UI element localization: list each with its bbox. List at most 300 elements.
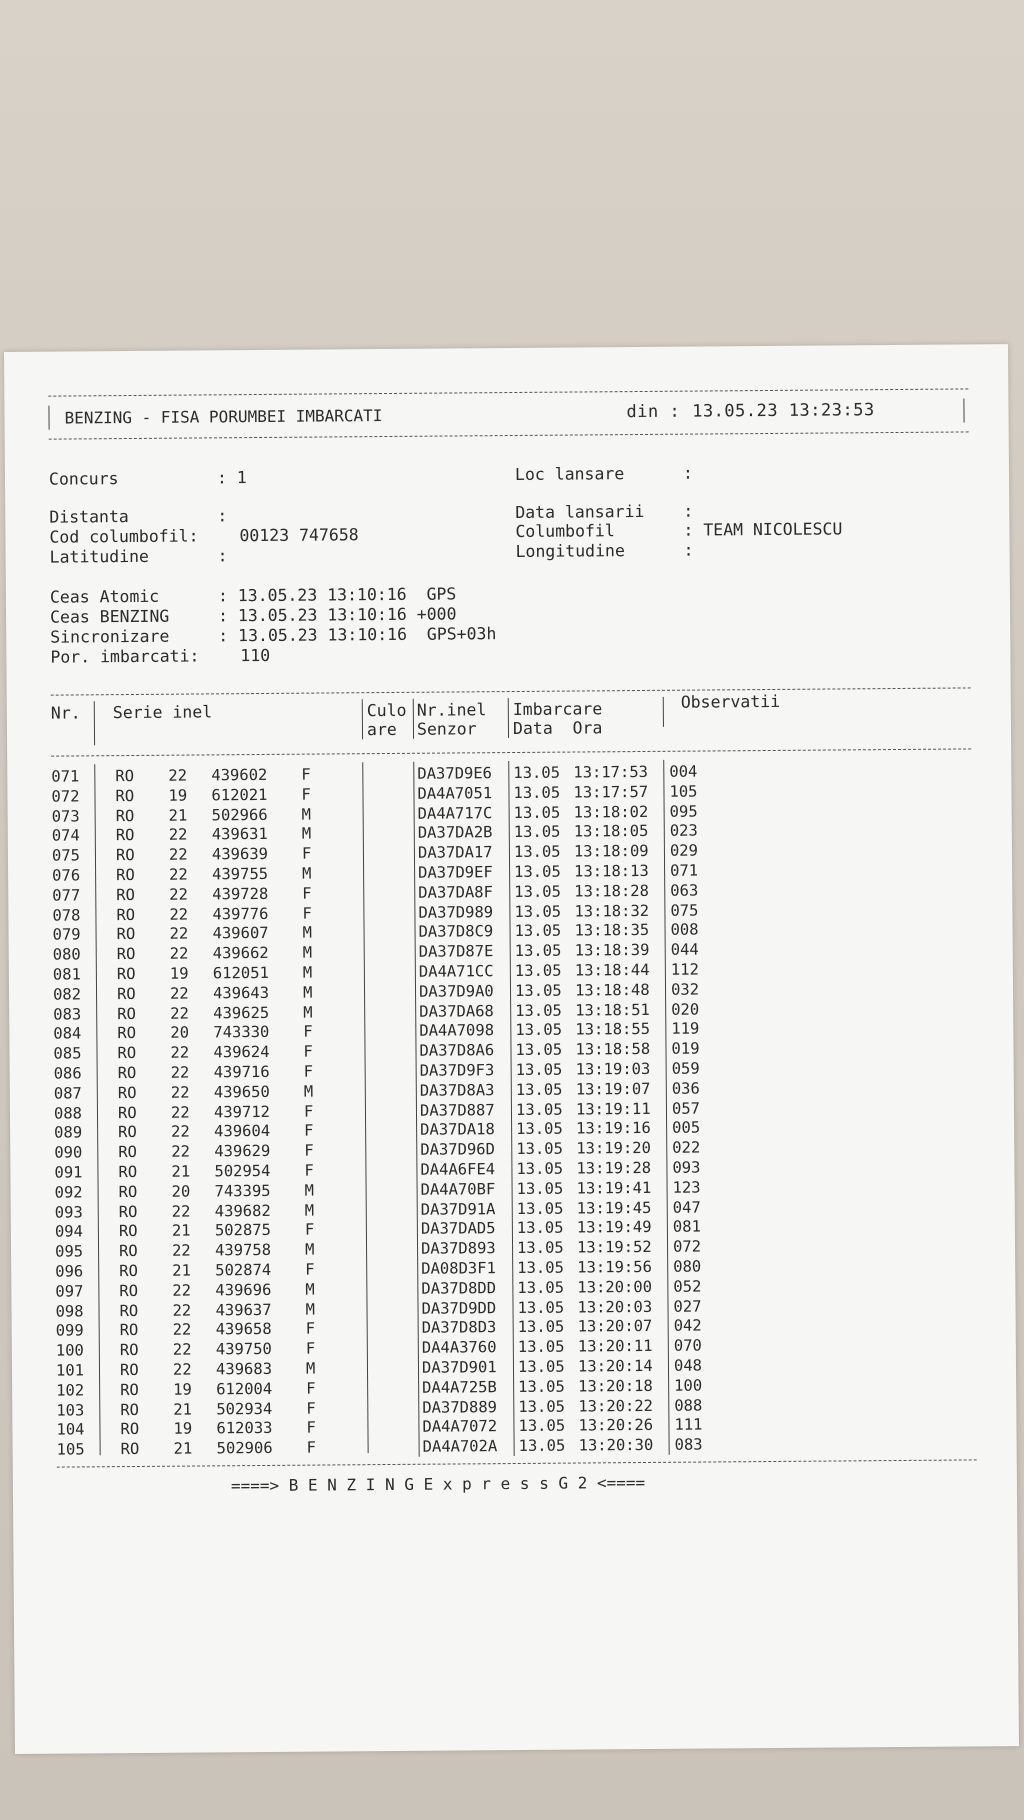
cell-data: 13.05 — [517, 1278, 565, 1297]
cell-data: 13.05 — [513, 842, 561, 862]
cell-senzor: DA37D893 — [420, 1239, 496, 1258]
cell-nr: 085 — [53, 1044, 82, 1063]
cell-senzor: DA37D91A — [420, 1199, 496, 1219]
cell-an: 22 — [171, 1122, 190, 1142]
cell-tara: RO — [116, 984, 136, 1003]
cell-inel: 502874 — [215, 1260, 272, 1280]
cell-inel: 439602 — [211, 765, 268, 785]
cell-nr: 087 — [53, 1084, 82, 1103]
cell-ora: 13:19:16 — [576, 1119, 651, 1138]
cell-senzor: DA4A6FE4 — [420, 1160, 496, 1179]
cell-sex: F — [301, 765, 311, 784]
cell-ora: 13:17:53 — [573, 762, 649, 782]
cell-data: 13.05 — [517, 1357, 565, 1376]
cell-senzor: DA37D901 — [421, 1358, 497, 1377]
cell-inel: 502934 — [216, 1399, 273, 1418]
cell-inel: 743395 — [214, 1181, 271, 1201]
cell-tara: RO — [117, 1044, 137, 1063]
cell-nr: 101 — [55, 1361, 85, 1380]
cell-ora: 13:20:00 — [577, 1277, 653, 1297]
cell-senzor: DA4A71CC — [418, 962, 494, 981]
cell-data: 13.05 — [514, 961, 562, 981]
cell-data: 13.05 — [516, 1139, 564, 1159]
cell-data: 13.05 — [513, 823, 561, 842]
sincronizare-value: : 13.05.23 13:10:16 GPS+03h — [218, 624, 497, 646]
cell-senzor: DA4A717C — [417, 803, 493, 823]
distanta-value: : — [217, 506, 228, 526]
cell-ora: 13:18:28 — [574, 881, 649, 901]
cell-data: 13.05 — [513, 763, 561, 783]
cell-nr: 097 — [55, 1282, 84, 1301]
cell-data: 13.05 — [514, 882, 561, 901]
cell-inel: 612021 — [211, 785, 268, 805]
cell-sex: M — [305, 1359, 316, 1378]
cell-obs: 072 — [672, 1237, 702, 1256]
cell-senzor: DA37D889 — [422, 1397, 498, 1417]
cell-nr: 071 — [51, 767, 80, 786]
cell-ora: 13:19:45 — [576, 1198, 652, 1218]
cell-nr: 082 — [52, 985, 82, 1004]
cell-sex: M — [301, 824, 312, 844]
cell-obs: 083 — [674, 1435, 703, 1454]
cell-ora: 13:19:28 — [576, 1158, 652, 1178]
cell-tara: RO — [118, 1182, 138, 1201]
cell-an: 22 — [169, 984, 189, 1003]
cell-sex: M — [303, 1003, 313, 1022]
cell-obs: 105 — [669, 782, 698, 801]
cell-tara: RO — [118, 1143, 138, 1162]
latitudine-value: : — [217, 546, 228, 566]
cell-inel: 439758 — [214, 1241, 272, 1260]
cell-obs: 052 — [673, 1277, 702, 1296]
cell-senzor: DA37D9F3 — [419, 1061, 495, 1080]
columbofil-row — [515, 519, 842, 542]
cell-sex: F — [302, 904, 312, 923]
cell-ora: 13:19:20 — [576, 1139, 651, 1158]
cell-obs: 004 — [669, 762, 698, 781]
cell-senzor: DA4A70BF — [420, 1179, 496, 1199]
cell-nr: 089 — [54, 1123, 83, 1143]
cell-an: 22 — [168, 766, 188, 785]
cell-sex: M — [304, 1240, 315, 1259]
cell-data: 13.05 — [516, 1199, 564, 1218]
cell-an: 22 — [172, 1301, 192, 1320]
data-lansarii-row — [515, 502, 693, 523]
cell-data: 13.05 — [517, 1318, 565, 1337]
cell-data: 13.05 — [515, 1001, 562, 1020]
cell-an: 22 — [168, 845, 188, 864]
cell-sex: F — [303, 1062, 314, 1081]
loc-lansare-label: Loc lansare — [514, 464, 625, 484]
cell-sex: F — [303, 1022, 313, 1042]
cell-an: 21 — [173, 1400, 193, 1419]
cell-obs: 005 — [672, 1118, 701, 1138]
cell-senzor: DA4A702A — [422, 1437, 498, 1456]
cell-inel: 439755 — [212, 864, 269, 884]
cell-obs: 029 — [669, 841, 699, 860]
cell-tara: RO — [118, 1242, 138, 1261]
cell-senzor: DA37D8DD — [421, 1278, 497, 1298]
ceas-atomic-label: Ceas Atomic — [49, 586, 160, 607]
cell-senzor: DA37DAD5 — [420, 1219, 496, 1239]
cell-senzor: DA37DA68 — [419, 1001, 494, 1021]
cell-sex: M — [304, 1181, 315, 1200]
concurs-value: : 1 — [216, 468, 247, 488]
cell-senzor: DA37DA17 — [417, 843, 493, 862]
cell-ora: 13:17:57 — [573, 782, 649, 802]
cell-ora: 13:19:41 — [576, 1178, 652, 1198]
cell-senzor: DA37DA8F — [418, 882, 493, 902]
cell-senzor: DA4A725B — [422, 1377, 497, 1397]
cell-ora: 13:20:03 — [577, 1297, 653, 1317]
cell-nr: 090 — [54, 1143, 83, 1162]
cell-sex: F — [304, 1220, 315, 1240]
cell-nr: 080 — [52, 945, 81, 964]
cell-an: 21 — [171, 1221, 191, 1241]
cell-senzor: DA37D8D3 — [421, 1318, 497, 1338]
cell-senzor: DA4A7098 — [419, 1021, 495, 1041]
cell-senzor: DA37D87E — [418, 942, 494, 961]
cell-obs: 100 — [674, 1376, 703, 1395]
ceas-benzing-value: : 13.05.23 13:10:16 +000 — [218, 604, 457, 626]
cell-nr: 083 — [53, 1005, 82, 1024]
cell-obs: 057 — [671, 1099, 701, 1118]
columbofil-value: : TEAM NICOLESCU — [683, 519, 843, 540]
cell-an: 22 — [171, 1202, 191, 1221]
loc-lansare-row — [515, 464, 693, 485]
cell-nr: 084 — [53, 1024, 82, 1044]
header-left-border — [48, 406, 49, 430]
cell-nr: 074 — [51, 826, 80, 846]
cell-tara: RO — [120, 1400, 140, 1419]
cell-tara: RO — [115, 826, 135, 845]
cell-inel: 502966 — [211, 805, 268, 824]
col-observatii: Observatii — [680, 691, 781, 712]
col-culoare — [367, 701, 407, 739]
col-imbarcare-line2: Data Ora — [512, 718, 603, 739]
cell-sex: M — [305, 1300, 315, 1319]
cell-inel: 439631 — [211, 825, 268, 844]
cell-nr: 076 — [52, 866, 81, 885]
col-imbarcare — [513, 699, 603, 738]
cell-obs: 036 — [671, 1079, 700, 1098]
cell-sex: F — [304, 1121, 314, 1141]
cell-an: 22 — [169, 905, 189, 924]
cell-data: 13.05 — [516, 1159, 564, 1179]
cell-tara: RO — [120, 1440, 140, 1459]
cell-nr: 091 — [54, 1163, 83, 1182]
data-lansarii-label: Data lansarii — [515, 501, 645, 522]
cell-ora: 13:18:35 — [574, 921, 650, 940]
cell-obs: 047 — [672, 1198, 701, 1217]
cell-tara: RO — [116, 865, 135, 885]
cell-senzor: DA37D9E6 — [417, 764, 493, 783]
cell-inel: 439776 — [212, 904, 269, 923]
cell-tara: RO — [118, 1162, 138, 1182]
concurs-row — [49, 468, 247, 490]
cell-tara: RO — [118, 1222, 138, 1241]
cell-tara: RO — [117, 1063, 137, 1083]
cell-an: 22 — [170, 1004, 189, 1023]
cell-tara: RO — [119, 1281, 139, 1300]
cell-ora: 13:18:09 — [573, 842, 649, 861]
cell-sex: F — [305, 1260, 315, 1279]
cell-data: 13.05 — [514, 981, 562, 1000]
cell-ora: 13:20:11 — [577, 1337, 653, 1356]
cell-ora: 13:18:39 — [574, 941, 650, 960]
cell-tara: RO — [115, 786, 135, 805]
cell-data: 13.05 — [516, 1219, 564, 1238]
cell-obs: 070 — [673, 1336, 702, 1355]
cell-an: 22 — [168, 825, 188, 845]
cell-nr: 081 — [52, 965, 81, 984]
cell-an: 21 — [171, 1162, 191, 1181]
cell-sex: M — [303, 1082, 314, 1101]
cell-inel: 439716 — [213, 1062, 270, 1082]
cell-nr: 095 — [54, 1242, 84, 1261]
cod-columbofil-row — [49, 525, 358, 547]
cell-data: 13.05 — [518, 1417, 566, 1436]
cell-data: 13.05 — [514, 922, 562, 941]
cod-columbofil-label: Cod columbofil: — [49, 526, 199, 547]
cell-nr: 105 — [56, 1440, 85, 1459]
cell-tara: RO — [115, 846, 135, 865]
cell-inel: 439625 — [213, 1003, 270, 1022]
cell-nr: 094 — [54, 1222, 83, 1242]
col-divider — [362, 699, 363, 739]
cell-tara: RO — [118, 1123, 137, 1142]
cell-nr: 092 — [54, 1183, 83, 1202]
cell-an: 22 — [170, 1103, 190, 1122]
cell-sex: F — [306, 1379, 316, 1398]
cell-obs: 027 — [673, 1297, 702, 1316]
report-title: BENZING - FISA PORUMBEI IMBARCATI — [64, 406, 383, 428]
cell-obs: 093 — [672, 1158, 701, 1177]
data-lansarii-value: : — [683, 501, 694, 521]
cell-senzor: DA08D3F1 — [421, 1259, 496, 1278]
cell-inel: 439712 — [213, 1102, 271, 1121]
cell-senzor: DA37D887 — [419, 1100, 495, 1120]
cell-ora: 13:20:26 — [578, 1416, 654, 1435]
cell-sex: F — [305, 1339, 316, 1358]
race-info — [49, 432, 971, 694]
cell-tara: RO — [119, 1261, 138, 1281]
print-date-label: din : — [626, 401, 681, 423]
cell-data: 13.05 — [514, 862, 561, 882]
longitudine-row — [516, 541, 694, 562]
cell-an: 19 — [168, 786, 188, 805]
cell-data: 13.05 — [516, 1179, 564, 1198]
cell-an: 22 — [171, 1241, 191, 1260]
cell-obs: 075 — [670, 901, 699, 920]
cell-ora: 13:18:48 — [574, 980, 650, 1000]
cell-ora: 13:18:51 — [575, 1000, 650, 1020]
distanta-label: Distanta — [49, 507, 129, 527]
cell-inel: 439639 — [211, 845, 269, 864]
cell-an: 21 — [172, 1261, 191, 1280]
cell-obs: 081 — [672, 1217, 701, 1237]
cell-data: 13.05 — [518, 1397, 566, 1416]
cell-sex: F — [301, 844, 312, 863]
cell-senzor: DA37DA18 — [420, 1120, 495, 1140]
cell-an: 22 — [171, 1142, 191, 1161]
report-header — [48, 389, 968, 438]
cell-obs: 063 — [670, 881, 699, 900]
cell-tara: RO — [117, 1103, 137, 1122]
cell-ora: 13:20:14 — [577, 1356, 653, 1376]
cod-columbofil-value: 00123 747658 — [239, 525, 359, 546]
longitudine-value: : — [683, 540, 694, 560]
cell-obs: 059 — [671, 1059, 700, 1078]
cell-sex: M — [302, 983, 313, 1002]
cell-ora: 13:19:56 — [577, 1257, 652, 1277]
cell-tara: RO — [116, 905, 136, 924]
cell-obs: 048 — [673, 1356, 703, 1375]
concurs-label: Concurs — [48, 469, 119, 489]
cell-tara: RO — [117, 1083, 137, 1102]
por-imbarcati-row — [50, 646, 270, 668]
cell-an: 20 — [171, 1182, 191, 1201]
cell-ora: 13:20:22 — [578, 1396, 654, 1416]
cell-sex: F — [303, 1102, 314, 1121]
cell-sex: F — [301, 785, 311, 804]
cell-an: 22 — [172, 1281, 192, 1300]
cell-sex: M — [301, 805, 312, 824]
cell-an: 19 — [169, 964, 189, 983]
cell-tara: RO — [119, 1301, 139, 1320]
cell-tara: RO — [115, 806, 135, 825]
cell-an: 22 — [169, 885, 189, 904]
print-date-value: 13.05.23 13:23:53 — [692, 400, 875, 422]
print-date — [626, 400, 874, 422]
cell-ora: 13:18:55 — [575, 1020, 651, 1039]
cell-obs: 080 — [673, 1257, 702, 1276]
cell-obs: 111 — [674, 1415, 703, 1435]
cell-senzor: DA37D989 — [418, 902, 494, 922]
col-culoare-line1: Culo — [366, 700, 407, 721]
cell-inel: 439624 — [213, 1043, 270, 1062]
cell-ora: 13:19:49 — [576, 1218, 652, 1237]
cell-senzor: DA37D8A6 — [419, 1041, 495, 1060]
cell-obs: 022 — [672, 1138, 701, 1157]
cell-nr: 102 — [56, 1381, 85, 1400]
cell-senzor: DA37D9DD — [421, 1298, 497, 1318]
cell-senzor: DA4A7051 — [417, 783, 493, 803]
cell-tara: RO — [116, 885, 136, 904]
cell-sex: F — [306, 1418, 316, 1438]
cell-sex: M — [302, 963, 313, 982]
cell-inel: 439650 — [213, 1082, 270, 1102]
cell-ora: 13:19:52 — [576, 1238, 652, 1257]
cell-nr: 072 — [51, 787, 80, 806]
cell-data: 13.05 — [516, 1238, 564, 1258]
ceas-benzing-label: Ceas BENZING — [50, 606, 170, 627]
cell-ora: 13:18:32 — [574, 901, 650, 921]
col-divider — [663, 697, 664, 727]
cell-data: 13.05 — [518, 1436, 566, 1456]
cell-ora: 13:18:02 — [573, 802, 649, 822]
cell-nr: 075 — [51, 846, 81, 865]
document — [48, 388, 977, 1507]
cell-senzor: DA37D8C9 — [418, 922, 494, 942]
cell-sex: M — [302, 864, 312, 883]
cell-data: 13.05 — [514, 902, 562, 921]
col-nr: Nr. — [50, 703, 81, 723]
printed-sheet — [4, 344, 1019, 1754]
cell-data: 13.05 — [515, 1100, 563, 1119]
cell-sex: F — [306, 1399, 316, 1418]
columbofil-label: Columbofil — [515, 521, 615, 541]
cell-tara: RO — [118, 1202, 138, 1221]
cell-obs: 032 — [670, 980, 700, 999]
cell-an: 22 — [170, 1063, 190, 1082]
cell-an: 22 — [172, 1340, 192, 1359]
cell-data: 13.05 — [513, 783, 561, 802]
cell-inel: 439607 — [212, 924, 269, 943]
cell-data: 13.05 — [515, 1080, 563, 1099]
cell-nr: 079 — [52, 925, 81, 945]
cell-inel: 439750 — [215, 1340, 272, 1359]
cell-an: 22 — [169, 944, 189, 963]
longitudine-label: Longitudine — [515, 541, 625, 561]
cell-data: 13.05 — [517, 1337, 565, 1357]
cell-an: 21 — [168, 806, 188, 825]
cell-data: 13.05 — [515, 1021, 563, 1040]
cell-sex: F — [305, 1319, 316, 1339]
cell-obs: 088 — [674, 1396, 703, 1415]
cell-ora: 13:20:30 — [578, 1436, 654, 1455]
cell-obs: 019 — [671, 1039, 700, 1058]
cell-ora: 13:18:44 — [574, 960, 650, 980]
header-right-border — [963, 398, 964, 422]
cell-nr: 078 — [52, 906, 81, 925]
cell-inel: 439629 — [214, 1142, 271, 1161]
cell-an: 20 — [170, 1023, 190, 1043]
cell-obs: 095 — [669, 802, 698, 821]
cell-tara: RO — [119, 1360, 139, 1380]
cell-inel: 439682 — [214, 1201, 271, 1220]
cell-sex: F — [303, 1042, 313, 1061]
col-divider — [413, 699, 414, 739]
col-imbarcare-line1: Imbarcare — [512, 699, 603, 720]
cell-ora: 13:19:11 — [575, 1099, 651, 1119]
cell-data: 13.05 — [517, 1258, 564, 1277]
cell-sex: F — [302, 884, 312, 903]
cell-inel: 612033 — [216, 1419, 273, 1438]
latitudine-row — [50, 546, 228, 567]
cell-inel: 502875 — [214, 1221, 271, 1240]
cell-ora: 13:19:07 — [575, 1079, 651, 1099]
cell-an: 22 — [169, 924, 189, 944]
cell-inel: 502906 — [216, 1439, 273, 1458]
cell-senzor: DA37D8A3 — [419, 1080, 495, 1100]
cell-inel: 439637 — [215, 1300, 272, 1319]
cell-tara: RO — [119, 1321, 139, 1340]
cell-tara: RO — [117, 1024, 137, 1043]
cell-obs: 044 — [670, 940, 699, 959]
cell-inel: 439696 — [215, 1280, 272, 1300]
footer-brand: ====> B E N Z I N G E x p r e s s G 2 <==== — [230, 1472, 646, 1496]
cell-inel: 439604 — [214, 1122, 271, 1141]
por-imbarcati-value: 110 — [240, 645, 271, 666]
cell-an: 22 — [170, 1083, 190, 1102]
cell-senzor: DA4A3760 — [421, 1338, 497, 1357]
cell-data: 13.05 — [516, 1120, 563, 1139]
cell-inel: 502954 — [214, 1161, 271, 1181]
cell-obs: 020 — [671, 1000, 700, 1019]
cell-senzor: DA37D96D — [420, 1140, 496, 1159]
cell-an: 22 — [169, 865, 188, 884]
